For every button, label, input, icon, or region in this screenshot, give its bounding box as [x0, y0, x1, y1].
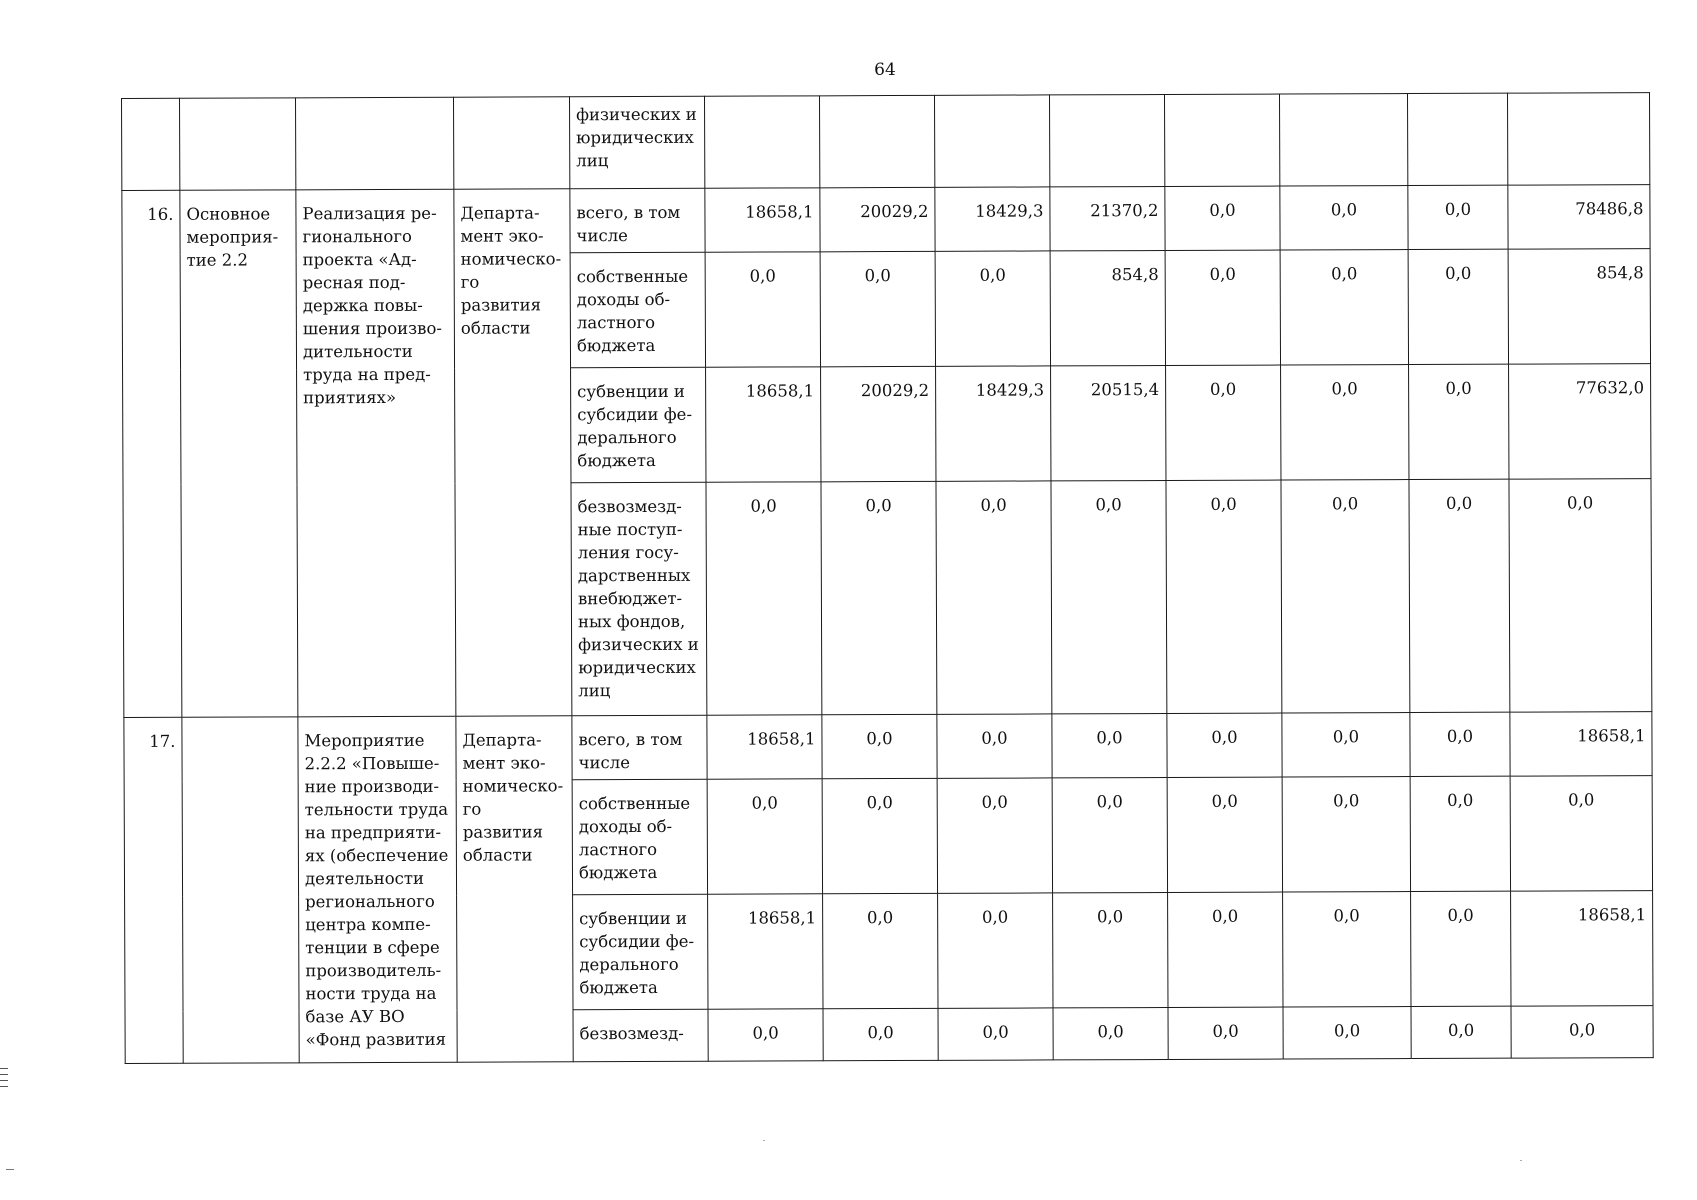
value-cell: 0,0 [706, 482, 822, 715]
value-cell: 0,0 [1281, 480, 1410, 713]
funding-source-label: субвенции и субсидии фе- дерального бюджета [573, 894, 708, 1010]
value-cell: 0,0 [936, 481, 1052, 714]
value-cell: 21370,2 [1050, 186, 1165, 250]
empty-cell [1407, 93, 1507, 185]
empty-cell [122, 98, 180, 190]
value-cell: 0,0 [1165, 186, 1280, 250]
value-cell: 18429,3 [936, 366, 1051, 481]
value-cell: 0,0 [708, 1009, 823, 1061]
value-cell: 854,8 [1050, 250, 1165, 365]
value-cell: 0,0 [1166, 365, 1281, 480]
value-cell: 0,0 [1051, 480, 1167, 713]
row-name: Мероприятие 2.2.2 «Повыше- ние производи- тельности труда на предприяти- ях (обеспечение деятельности регионального центра компе- тенции в сфере производитель- ности труда на базе АУ ВО «Фонд развития [298, 716, 457, 1063]
value-cell: 0,0 [823, 893, 938, 1008]
value-cell: 0,0 [1281, 365, 1409, 480]
budget-table-sheet [121, 92, 1653, 1064]
empty-cell [1049, 94, 1164, 186]
funding-source-label: безвозмезд- ные поступ- ления госу- дарственных внебюджет- ных фондов, физических и юридических лиц [571, 482, 707, 716]
value-cell: 0,0 [1166, 480, 1282, 713]
value-cell: 0,0 [822, 714, 937, 778]
funding-source-label: безвозмезд- [573, 1009, 708, 1062]
value-cell: 0,0 [1053, 892, 1168, 1007]
row-executor: Департа- мент эко- номическо- го развития области [456, 716, 573, 1062]
value-cell: 0,0 [820, 251, 935, 366]
value-cell: 0,0 [1168, 1007, 1283, 1059]
value-cell: 0,0 [935, 251, 1050, 366]
table-row [122, 185, 1650, 255]
value-cell: 0,0 [937, 778, 1052, 893]
value-cell: 0,0 [707, 779, 822, 894]
value-cell: 0,0 [821, 481, 937, 714]
row-number: 17. [124, 717, 183, 1063]
value-cell: 77632,0 [1509, 364, 1651, 480]
funding-source-label: всего, в том числе [570, 188, 705, 253]
value-cell: 0,0 [1411, 1006, 1511, 1058]
value-cell: 0,0 [1411, 891, 1511, 1006]
value-cell: 0,0 [1408, 249, 1508, 364]
value-cell: 18658,1 [705, 188, 820, 252]
page-number: 64 [874, 60, 896, 80]
empty-cell [704, 96, 819, 188]
carryover-row [122, 93, 1650, 191]
value-cell: 18658,1 [706, 367, 821, 482]
value-cell: 0,0 [1409, 479, 1510, 712]
funding-source-label: собственные доходы об- ластного бюджета [570, 252, 705, 368]
value-cell: 0,0 [937, 714, 1052, 778]
value-cell: 0,0 [1409, 364, 1509, 479]
scan-speck [1520, 1160, 1522, 1161]
value-cell: 0,0 [1282, 777, 1410, 892]
edge-mark [6, 1169, 14, 1170]
value-cell: 78486,8 [1508, 185, 1650, 250]
value-cell: 18658,1 [707, 715, 822, 779]
funding-source-label: физических и юридических лиц [569, 96, 704, 189]
value-cell: 20029,2 [821, 366, 936, 481]
value-cell: 0,0 [1052, 777, 1167, 892]
row-status [182, 717, 299, 1063]
value-cell: 0,0 [1053, 1007, 1168, 1059]
scan-speck [763, 1140, 765, 1141]
funding-source-label: собственные доходы об- ластного бюджета [572, 779, 707, 895]
value-cell: 18658,1 [1511, 891, 1653, 1007]
empty-cell [819, 95, 934, 187]
value-cell: 20515,4 [1051, 365, 1166, 480]
empty-cell [1279, 94, 1407, 186]
value-cell: 0,0 [1280, 186, 1408, 250]
value-cell: 0,0 [1511, 1006, 1653, 1059]
value-cell: 0,0 [1408, 185, 1508, 249]
value-cell: 0,0 [1283, 1007, 1411, 1059]
value-cell: 0,0 [1280, 250, 1408, 365]
value-cell: 0,0 [938, 1008, 1053, 1060]
empty-cell [180, 98, 296, 190]
empty-cell [1507, 93, 1649, 186]
value-cell: 0,0 [1283, 892, 1411, 1007]
table-row [124, 712, 1652, 782]
value-cell: 0,0 [1165, 250, 1280, 365]
funding-source-label: субвенции и субсидии фе- дерального бюджета [571, 367, 706, 483]
value-cell: 20029,2 [820, 187, 935, 251]
funding-source-label: всего, в том числе [572, 715, 707, 780]
value-cell: 0,0 [1410, 712, 1510, 776]
value-cell: 0,0 [823, 1008, 938, 1060]
row-executor: Департа- мент эко- номическо- го развития области [454, 189, 572, 716]
empty-cell [1164, 94, 1279, 186]
value-cell: 0,0 [938, 893, 1053, 1008]
binding-marks [0, 1068, 8, 1092]
value-cell: 0,0 [1509, 479, 1652, 713]
value-cell: 854,8 [1508, 249, 1650, 365]
row-name: Реализация ре- гионального проекта «Ад- ресная под- держка повы- шения произво- дительности труда на пред- приятиях» [296, 189, 456, 717]
value-cell: 0,0 [1167, 777, 1282, 892]
value-cell: 0,0 [822, 778, 937, 893]
empty-cell [453, 97, 569, 189]
value-cell: 0,0 [1168, 892, 1283, 1007]
budget-table [121, 92, 1654, 1064]
value-cell: 0,0 [1167, 713, 1282, 777]
value-cell: 0,0 [1052, 713, 1167, 777]
value-cell: 0,0 [1282, 713, 1410, 777]
row-status: Основное мероприя- тие 2.2 [180, 190, 298, 717]
empty-cell [296, 97, 454, 190]
row-number: 16. [122, 190, 182, 717]
value-cell: 18658,1 [708, 894, 823, 1009]
value-cell: 18658,1 [1510, 712, 1652, 777]
value-cell: 0,0 [705, 252, 820, 367]
empty-cell [934, 95, 1049, 187]
value-cell: 0,0 [1410, 776, 1510, 891]
value-cell: 0,0 [1510, 776, 1652, 892]
value-cell: 18429,3 [935, 187, 1050, 251]
